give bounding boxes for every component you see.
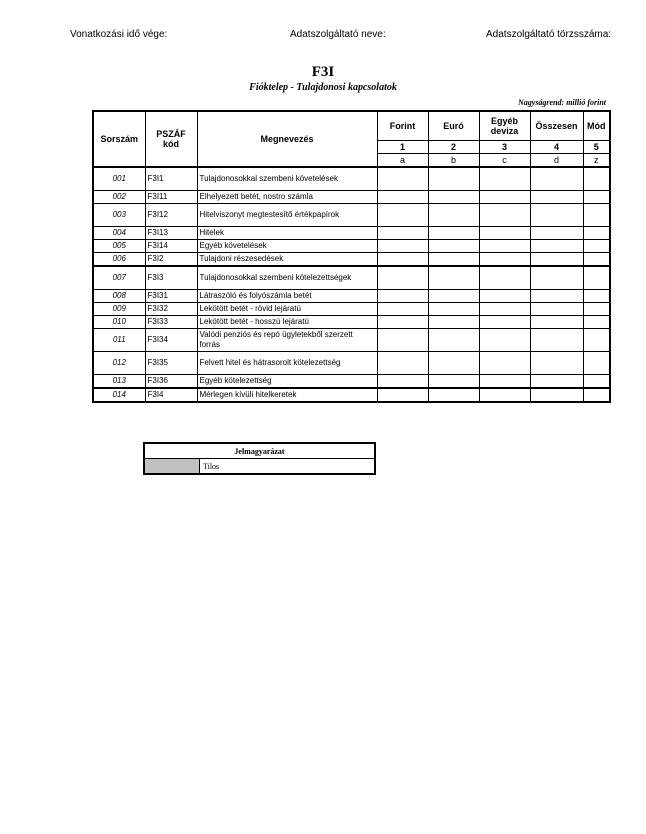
row-kod: F3I3: [145, 266, 197, 290]
cell-egyeb[interactable]: [479, 226, 530, 239]
legend-title: Jelmagyarázat: [144, 443, 375, 459]
cell-forint[interactable]: [377, 374, 428, 388]
row-megnevezes: Felvett hitel és hátrasorolt kötelezettség: [197, 351, 377, 374]
cell-mod[interactable]: [583, 351, 610, 374]
cell-osszesen[interactable]: [530, 266, 583, 290]
row-kod: F3I34: [145, 328, 197, 351]
col-number: 2: [428, 140, 479, 153]
cell-mod[interactable]: [583, 328, 610, 351]
row-kod: F3I4: [145, 388, 197, 402]
cell-forint[interactable]: [377, 226, 428, 239]
cell-mod[interactable]: [583, 388, 610, 402]
table-row: [93, 351, 610, 374]
row-sorszam: 002: [93, 190, 145, 203]
row-megnevezes: Valódi penziós és repó ügyletekből szerzett forrás: [197, 328, 377, 351]
cell-forint[interactable]: [377, 252, 428, 266]
table-row: [93, 203, 610, 226]
row-kod: F3I14: [145, 239, 197, 252]
cell-euro[interactable]: [428, 226, 479, 239]
row-megnevezes: Mérlegen kívüli hitelkeretek: [197, 388, 377, 402]
cell-euro[interactable]: [428, 388, 479, 402]
row-megnevezes: Lekötött betét - rövid lejáratú: [197, 302, 377, 315]
col-letter: b: [428, 153, 479, 167]
row-megnevezes: Látraszóló és folyószámla betét: [197, 289, 377, 302]
cell-egyeb[interactable]: [479, 388, 530, 402]
cell-osszesen[interactable]: [530, 203, 583, 226]
cell-egyeb[interactable]: [479, 239, 530, 252]
form-code: F3I: [311, 64, 335, 80]
legend-table: [143, 442, 376, 475]
cell-egyeb[interactable]: [479, 190, 530, 203]
table-row: [93, 374, 610, 388]
cell-egyeb[interactable]: [479, 289, 530, 302]
row-sorszam: 006: [93, 252, 145, 266]
cell-euro[interactable]: [428, 315, 479, 328]
legend-label-forbidden: Tilos: [200, 459, 376, 475]
cell-osszesen[interactable]: [530, 374, 583, 388]
cell-euro[interactable]: [428, 239, 479, 252]
cell-egyeb[interactable]: [479, 203, 530, 226]
row-sorszam: 013: [93, 374, 145, 388]
cell-forint[interactable]: [377, 203, 428, 226]
cell-egyeb[interactable]: [479, 328, 530, 351]
form-title: Fióktelep - Tulajdonosi kapcsolatok: [249, 82, 397, 93]
table-row: [93, 388, 610, 402]
row-megnevezes: Egyéb kötelezettség: [197, 374, 377, 388]
row-sorszam: 012: [93, 351, 145, 374]
cell-euro[interactable]: [428, 302, 479, 315]
row-megnevezes: Hitelek: [197, 226, 377, 239]
cell-osszesen[interactable]: [530, 289, 583, 302]
cell-euro[interactable]: [428, 266, 479, 290]
col-number: 5: [583, 140, 610, 153]
cell-forint[interactable]: [377, 266, 428, 290]
header-pszaf-kod: PSZÁF kód: [145, 111, 197, 167]
cell-osszesen[interactable]: [530, 190, 583, 203]
header-mod: Mód: [583, 111, 610, 140]
row-megnevezes: Egyéb követelések: [197, 239, 377, 252]
cell-mod[interactable]: [583, 190, 610, 203]
col-letter: a: [377, 153, 428, 167]
cell-osszesen[interactable]: [530, 315, 583, 328]
row-sorszam: 001: [93, 167, 145, 191]
provider-name-label: Adatszolgáltató neve:: [290, 29, 386, 40]
report-table: [92, 110, 611, 403]
cell-euro[interactable]: [428, 203, 479, 226]
cell-forint[interactable]: [377, 289, 428, 302]
cell-egyeb[interactable]: [479, 351, 530, 374]
row-megnevezes: Tulajdoni részesedések: [197, 252, 377, 266]
row-megnevezes: Tulajdonosokkal szembeni kötelezettségek: [197, 266, 377, 290]
row-sorszam: 010: [93, 315, 145, 328]
row-kod: F3I12: [145, 203, 197, 226]
table-row: [93, 315, 610, 328]
row-megnevezes: Elhelyezett betét, nostro számla: [197, 190, 377, 203]
cell-egyeb[interactable]: [479, 315, 530, 328]
row-sorszam: 011: [93, 328, 145, 351]
cell-egyeb[interactable]: [479, 252, 530, 266]
cell-mod[interactable]: [583, 252, 610, 266]
table-row: [93, 289, 610, 302]
row-kod: F3I2: [145, 252, 197, 266]
col-number: 4: [530, 140, 583, 153]
cell-euro[interactable]: [428, 289, 479, 302]
row-kod: F3I11: [145, 190, 197, 203]
header-egyeb-deviza: Egyéb deviza: [479, 111, 530, 140]
cell-euro[interactable]: [428, 252, 479, 266]
row-megnevezes: Tulajdonosokkal szembeni követelések: [197, 167, 377, 191]
cell-euro[interactable]: [428, 374, 479, 388]
row-kod: F3I1: [145, 167, 197, 191]
row-sorszam: 009: [93, 302, 145, 315]
cell-osszesen[interactable]: [530, 239, 583, 252]
cell-egyeb[interactable]: [479, 266, 530, 290]
table-row: [93, 328, 610, 351]
table-row: [93, 252, 610, 266]
col-number: 1: [377, 140, 428, 153]
header-forint: Forint: [377, 111, 428, 140]
row-kod: F3I13: [145, 226, 197, 239]
row-kod: F3I32: [145, 302, 197, 315]
row-kod: F3I35: [145, 351, 197, 374]
cell-forint[interactable]: [377, 190, 428, 203]
cell-forint[interactable]: [377, 388, 428, 402]
cell-euro[interactable]: [428, 190, 479, 203]
cell-mod[interactable]: [583, 266, 610, 290]
col-letter: d: [530, 153, 583, 167]
cell-osszesen[interactable]: [530, 167, 583, 191]
cell-mod[interactable]: [583, 167, 610, 191]
cell-egyeb[interactable]: [479, 374, 530, 388]
header-euro: Euró: [428, 111, 479, 140]
cell-mod[interactable]: [583, 315, 610, 328]
cell-forint[interactable]: [377, 315, 428, 328]
row-sorszam: 004: [93, 226, 145, 239]
row-kod: F3I36: [145, 374, 197, 388]
cell-osszesen[interactable]: [530, 302, 583, 315]
unit-label: Nagyságrend: millió forint: [517, 98, 606, 107]
cell-euro[interactable]: [428, 167, 479, 191]
row-sorszam: 008: [93, 289, 145, 302]
header-sorszam: Sorszám: [93, 111, 145, 167]
provider-id-label: Adatszolgáltató törzsszáma:: [486, 29, 612, 40]
header-osszesen: Összesen: [530, 111, 583, 140]
row-megnevezes: Lekötött betét - hosszú lejáratú: [197, 315, 377, 328]
cell-forint[interactable]: [377, 239, 428, 252]
cell-forint[interactable]: [377, 328, 428, 351]
row-megnevezes: Hitelviszonyt megtestesítő értékpapírok: [197, 203, 377, 226]
row-kod: F3I33: [145, 315, 197, 328]
row-sorszam: 007: [93, 266, 145, 290]
col-letter: c: [479, 153, 530, 167]
cell-egyeb[interactable]: [479, 302, 530, 315]
header-megnevezes: Megnevezés: [197, 111, 377, 167]
table-row: [93, 266, 610, 290]
cell-forint[interactable]: [377, 351, 428, 374]
legend-swatch-forbidden: [144, 459, 200, 475]
cell-mod[interactable]: [583, 226, 610, 239]
col-number: 3: [479, 140, 530, 153]
cell-osszesen[interactable]: [530, 351, 583, 374]
cell-egyeb[interactable]: [479, 167, 530, 191]
table-row: [93, 190, 610, 203]
cell-mod[interactable]: [583, 239, 610, 252]
table-row: [93, 302, 610, 315]
cell-mod[interactable]: [583, 374, 610, 388]
row-sorszam: 014: [93, 388, 145, 402]
cell-forint[interactable]: [377, 302, 428, 315]
period-end-label: Vonatkozási idő vége:: [70, 29, 168, 40]
table-row: [93, 167, 610, 191]
row-kod: F3I31: [145, 289, 197, 302]
cell-euro[interactable]: [428, 328, 479, 351]
row-sorszam: 005: [93, 239, 145, 252]
cell-mod[interactable]: [583, 289, 610, 302]
cell-osszesen[interactable]: [530, 252, 583, 266]
cell-osszesen[interactable]: [530, 328, 583, 351]
col-letter: z: [583, 153, 610, 167]
row-sorszam: 003: [93, 203, 145, 226]
cell-mod[interactable]: [583, 203, 610, 226]
cell-mod[interactable]: [583, 302, 610, 315]
table-row: [93, 226, 610, 239]
cell-osszesen[interactable]: [530, 226, 583, 239]
cell-forint[interactable]: [377, 167, 428, 191]
cell-euro[interactable]: [428, 351, 479, 374]
table-row: [93, 239, 610, 252]
cell-osszesen[interactable]: [530, 388, 583, 402]
